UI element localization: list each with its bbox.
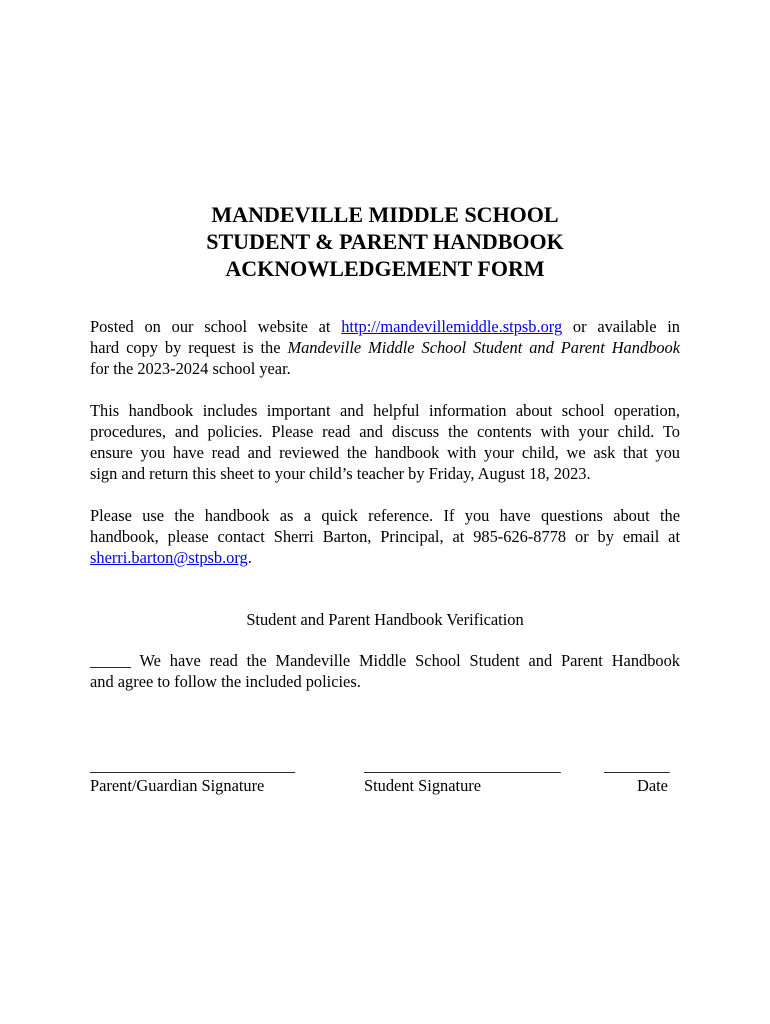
title-line-2: STUDENT & PARENT HANDBOOK (206, 229, 564, 254)
verification-statement (90, 650, 680, 692)
school-website-link[interactable]: http://mandevillemiddle.stpsb.org (341, 317, 563, 336)
contact-line-2: handbook, please contact Sherri Barton, Principal, at 985-626-8778 or by email at (90, 527, 680, 546)
info-paragraph (90, 400, 680, 484)
title-line-3: ACKNOWLEDGEMENT FORM (225, 256, 545, 281)
intro-line-1: Posted on our school website at http://mandevillemiddle.stpsb.org or available in (90, 317, 680, 336)
contact-paragraph (90, 505, 680, 568)
parent-signature-label: Parent/Guardian Signature (90, 776, 265, 795)
info-line-4: sign and return this sheet to your child’s teacher by Friday, August 18, 2023. (90, 464, 591, 483)
intro-line-3: for the 2023-2024 school year. (90, 359, 291, 378)
title-line-1: MANDEVILLE MIDDLE SCHOOL (211, 202, 559, 227)
principal-email-link[interactable]: sherri.barton@stpsb.org (90, 548, 248, 567)
handbook-title: Mandeville Middle School Student and Parent Handbook (287, 338, 681, 357)
verification-line-1: _____ We have read the Mandeville Middle School Student and Parent Handbook (90, 651, 680, 670)
student-signature-line[interactable]: ________________________ (364, 756, 561, 775)
contact-line-3: sherri.barton@stpsb.org. (90, 548, 252, 567)
intro-paragraph (90, 316, 680, 379)
info-line-2: procedures, and policies. Please read and discuss the contents with your child. To (90, 422, 680, 441)
verification-heading: Student and Parent Handbook Verification (246, 610, 524, 629)
date-label: Date (637, 776, 668, 795)
document-title (0, 201, 770, 282)
date-line[interactable]: ________ (604, 756, 670, 775)
parent-signature-line[interactable]: _________________________ (90, 756, 295, 775)
info-line-3: ensure you have read and reviewed the handbook with your child, we ask that you (90, 443, 680, 462)
student-signature-label: Student Signature (364, 776, 481, 795)
info-line-1: This handbook includes important and helpful information about school operation, (90, 401, 680, 420)
intro-line-2: hard copy by request is the Mandeville Middle School Student and Parent Handbook (90, 338, 681, 357)
verification-line-2: and agree to follow the included policies. (90, 672, 361, 691)
contact-line-1: Please use the handbook as a quick reference. If you have questions about the (90, 506, 680, 525)
